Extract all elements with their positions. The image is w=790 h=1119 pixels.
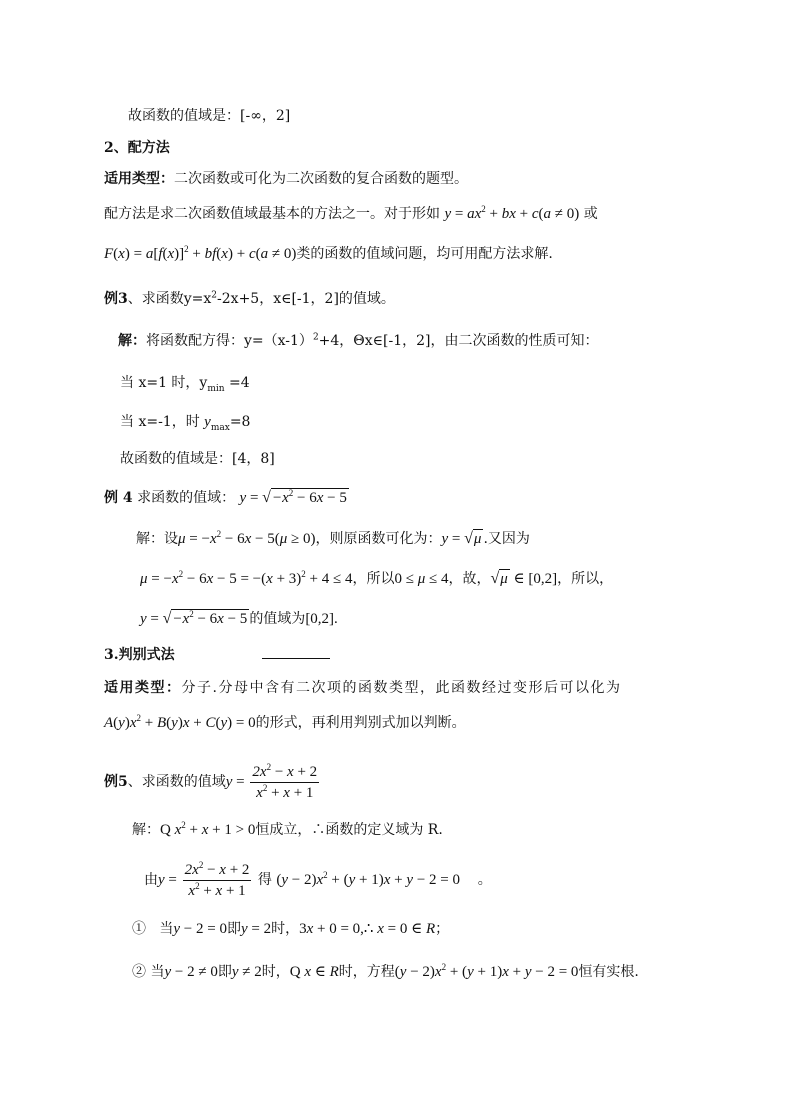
case-min	[120, 373, 250, 393]
text: .又因为	[483, 531, 530, 547]
text: 恒成立，∴函数的定义域为 R.	[255, 822, 443, 838]
text: 时，方程	[338, 964, 395, 980]
text: ②	[132, 964, 146, 980]
formula: $F(x) = a[f(x)]^2 + bf(x) + c(a \ne 0)$	[104, 244, 297, 262]
method-desc-line-2	[104, 244, 553, 264]
section-heading-3: 3.判别式法	[104, 647, 175, 663]
text: 。	[477, 872, 492, 888]
text: ①	[132, 921, 146, 937]
text: 由	[144, 872, 158, 888]
text: 、求函数的值域	[127, 774, 226, 790]
text: 即	[217, 964, 232, 980]
text: ，所以	[352, 571, 395, 587]
text: 的值域为	[249, 611, 306, 627]
text: ，所以，	[557, 571, 614, 587]
label: 例 4	[104, 490, 133, 506]
range-line-1: 故函数的值域是：[-∞，2]	[128, 108, 291, 124]
text: 时，	[261, 964, 290, 980]
text: 将函数配方得：y=（x-1）	[146, 333, 313, 349]
case-2: ② 当y − 2 ≠ 0即y ≠ 2时，Q x ∈ R时，方程$(y - 2)x^2 + (y + 1)x + y - 2 = 0$恒有实根.	[132, 962, 639, 980]
applicable-type-3-line-2: $A(y)x^2 + B(y)x + C(y) = 0$的形式，再利用判别式加以判断。	[104, 713, 466, 731]
label: 解：	[118, 333, 146, 349]
formula: $y = ax^2$ + bx + c(a ≠ 0)	[444, 204, 580, 222]
text: -2x+5，x∈[-1，2]的值域。	[217, 291, 395, 307]
text: 二次函数或可化为二次函数的复合函数的题型。	[174, 171, 468, 187]
text: 即	[226, 921, 241, 937]
case-1: ① 当y − 2 = 0即y = 2时，3x + 0 = 0,∴ x = 0 ∈ R；	[132, 921, 450, 937]
example-5: 例5、求函数的值域y = $\frac{2x^2 - x + 2}{x^2 + x + 1}$	[104, 761, 318, 801]
formula: $y = √-x^2 - 6x - 5$	[239, 488, 347, 506]
text: 、求函数y=x	[127, 291, 212, 307]
applicable-type-2	[104, 169, 468, 189]
text: ，故，	[448, 571, 491, 587]
case-max: 当 x=-1，时 $y_{max}=8$	[120, 414, 251, 433]
solution-5-line-1: 解：Q $x^2 + x + 1 > 0$恒成立，∴函数的定义域为 R.	[132, 820, 443, 838]
subscript: min	[207, 383, 225, 394]
label: 适用类型：	[104, 680, 182, 696]
subscript: max	[210, 422, 230, 433]
text: 当	[159, 921, 174, 937]
text: 得	[253, 872, 272, 888]
text: ，则原函数可化为：	[315, 531, 442, 547]
solution-3: 解：将函数配方得：$y=(x-1)^2+4$，Θx∈[-1，2]，由二次函数的性质可知：	[118, 332, 599, 349]
solution-4-line-3: $y = √-x^2 - 6x - 5$ 的值域为[0,2].	[140, 609, 338, 627]
example-3: 例3、求函数$y=x^2-2x+5$，x∈[-1，2]的值域。	[104, 290, 395, 307]
text: 解：	[132, 822, 160, 838]
text: ；	[435, 921, 450, 937]
text: 分子.分母中含有二次项的函数类型，此函数经过变形后可以化为	[181, 680, 622, 696]
label: 例3	[104, 291, 128, 307]
text: 或	[583, 206, 598, 222]
solution-4-line-1: 解：设$\mu = -x^2 - 6x - 5(\mu \ge 0)$，则原函数可化为：y = √μ .又因为	[136, 529, 530, 547]
text: 类的函数的值域问题，均可用配方法求解.	[296, 246, 553, 262]
example-4	[104, 488, 349, 508]
text: 当 x=-1，时	[120, 414, 205, 430]
label: 适用类型：	[104, 171, 174, 187]
text: =8	[229, 414, 251, 430]
solution-5-line-2: 由y = $\frac{2x^2 - x + 2}{x^2 + x + 1}$ 得 $(y - 2)x^2 + (y + 1)x + y - 2 = 0$ 。	[144, 859, 492, 899]
text: +4，Θx∈[-1，2]，由二次函数的性质可知：	[318, 333, 599, 349]
label: 例5	[104, 774, 128, 790]
text: 当 x=1 时，y	[120, 375, 208, 391]
method-desc-line-1	[104, 204, 598, 224]
applicable-type-3	[104, 678, 621, 698]
text: 恒有实根.	[578, 964, 639, 980]
text: =4	[224, 375, 250, 391]
fill-in-blank	[262, 658, 330, 659]
text: 当	[150, 964, 165, 980]
solution-4-line-2: $\mu = -x^2 - 6x - 5 = -(x + 3)^2 + 4 \le 4$，所以0 ≤ μ ≤ 4，故，√μ ∈ [0,2]，所以，	[140, 569, 614, 587]
text: 时，	[271, 921, 300, 937]
text: 解：设	[136, 531, 178, 547]
text: 的形式，再利用判别式加以判断。	[255, 715, 466, 731]
text: 求函数的值域：	[132, 490, 236, 506]
range-line-3: 故函数的值域是：[4，8]	[120, 451, 275, 467]
text: 配方法是求二次函数值域最基本的方法之一。对于形如	[104, 206, 440, 222]
section-heading-2: 2、配方法	[104, 140, 170, 156]
